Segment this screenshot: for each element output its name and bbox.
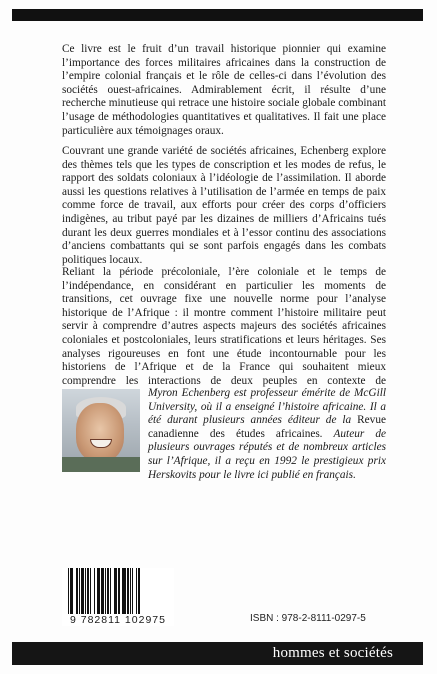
paragraph-significance: Reliant la période précoloniale, l’ère coloniale et le temps de l’indépendance, en considérant en particulier les moments de transitions, cet ouvrage fixe une nouvelle norme pour l’analyse historique de l’Afrique : il montre comment l’histoire militaire peut servir à comprendre d’autres aspects majeurs des sociétés africaines coloniales et postcoloniales, leurs stratifications et leurs héritages. Ses analyses rigoureuses en font une étude incontournable pour les historiens de l’Afrique et de la France qui souhaitent mieux comprendre les interactions de deux peuples en contexte de [62, 266, 386, 387]
barcode-digits: 9 782811 102975 [70, 614, 166, 626]
author-bio-text-1: Myron Echenberg est professeur émérite de McGill University, où il a enseigné l’histoire africaine. Il a été durant plusieurs années éditeur de la [148, 387, 386, 427]
paragraph-themes: Couvrant une grande variété de sociétés africaines, Echenberg explore des thèmes tels que les types de conscription et les modes de refus, le rapport des soldats coloniaux à l’idéologie de l’assimilation. Il aborde aussi les questions relatives à l’utilisation de l’armée en temps de paix comme force de travail, aux efforts pour créer des corps d’officiers indigènes, au tribut payé par les dizaines de milliers d’Africains tués durant les deux guerres mondiales et à l’essor continu des associations d’anciens combattants qui se sont parfois engagés dans les combats politiques locaux. [62, 145, 386, 266]
isbn-label: ISBN : 978-2-8111-0297-5 [250, 613, 366, 624]
author-bio-text-2: . Auteur de plusieurs ouvrages réputés et de nombreux articles sur l’Afrique, il a reçu en 1992 le prestigieux prix Herskovits pour le livre ici publié en français. [148, 427, 386, 481]
series-name: hommes et sociétés [272, 645, 393, 661]
barcode-bars [68, 568, 168, 614]
series-bar [12, 642, 423, 665]
author-bio [148, 387, 386, 482]
top-rule [12, 9, 423, 21]
paragraph-intro: Ce livre est le fruit d’un travail historique pionnier qui examine l’importance des forces militaires africaines dans la construction de l’empire colonial français et le rôle de celles-ci dans l’évolution des sociétés ouest-africaines. Admirablement écrit, il résulte d’une recherche minutieuse qui retrace une histoire sociale globale combinant l’usage de méthodologies quantitatives et qualitatives. Il fait une place particulière aux témoignages oraux. [62, 43, 386, 137]
author-photo [62, 389, 140, 472]
barcode [62, 568, 174, 626]
journal-name: Revue canadienne des études africaines [148, 414, 386, 440]
